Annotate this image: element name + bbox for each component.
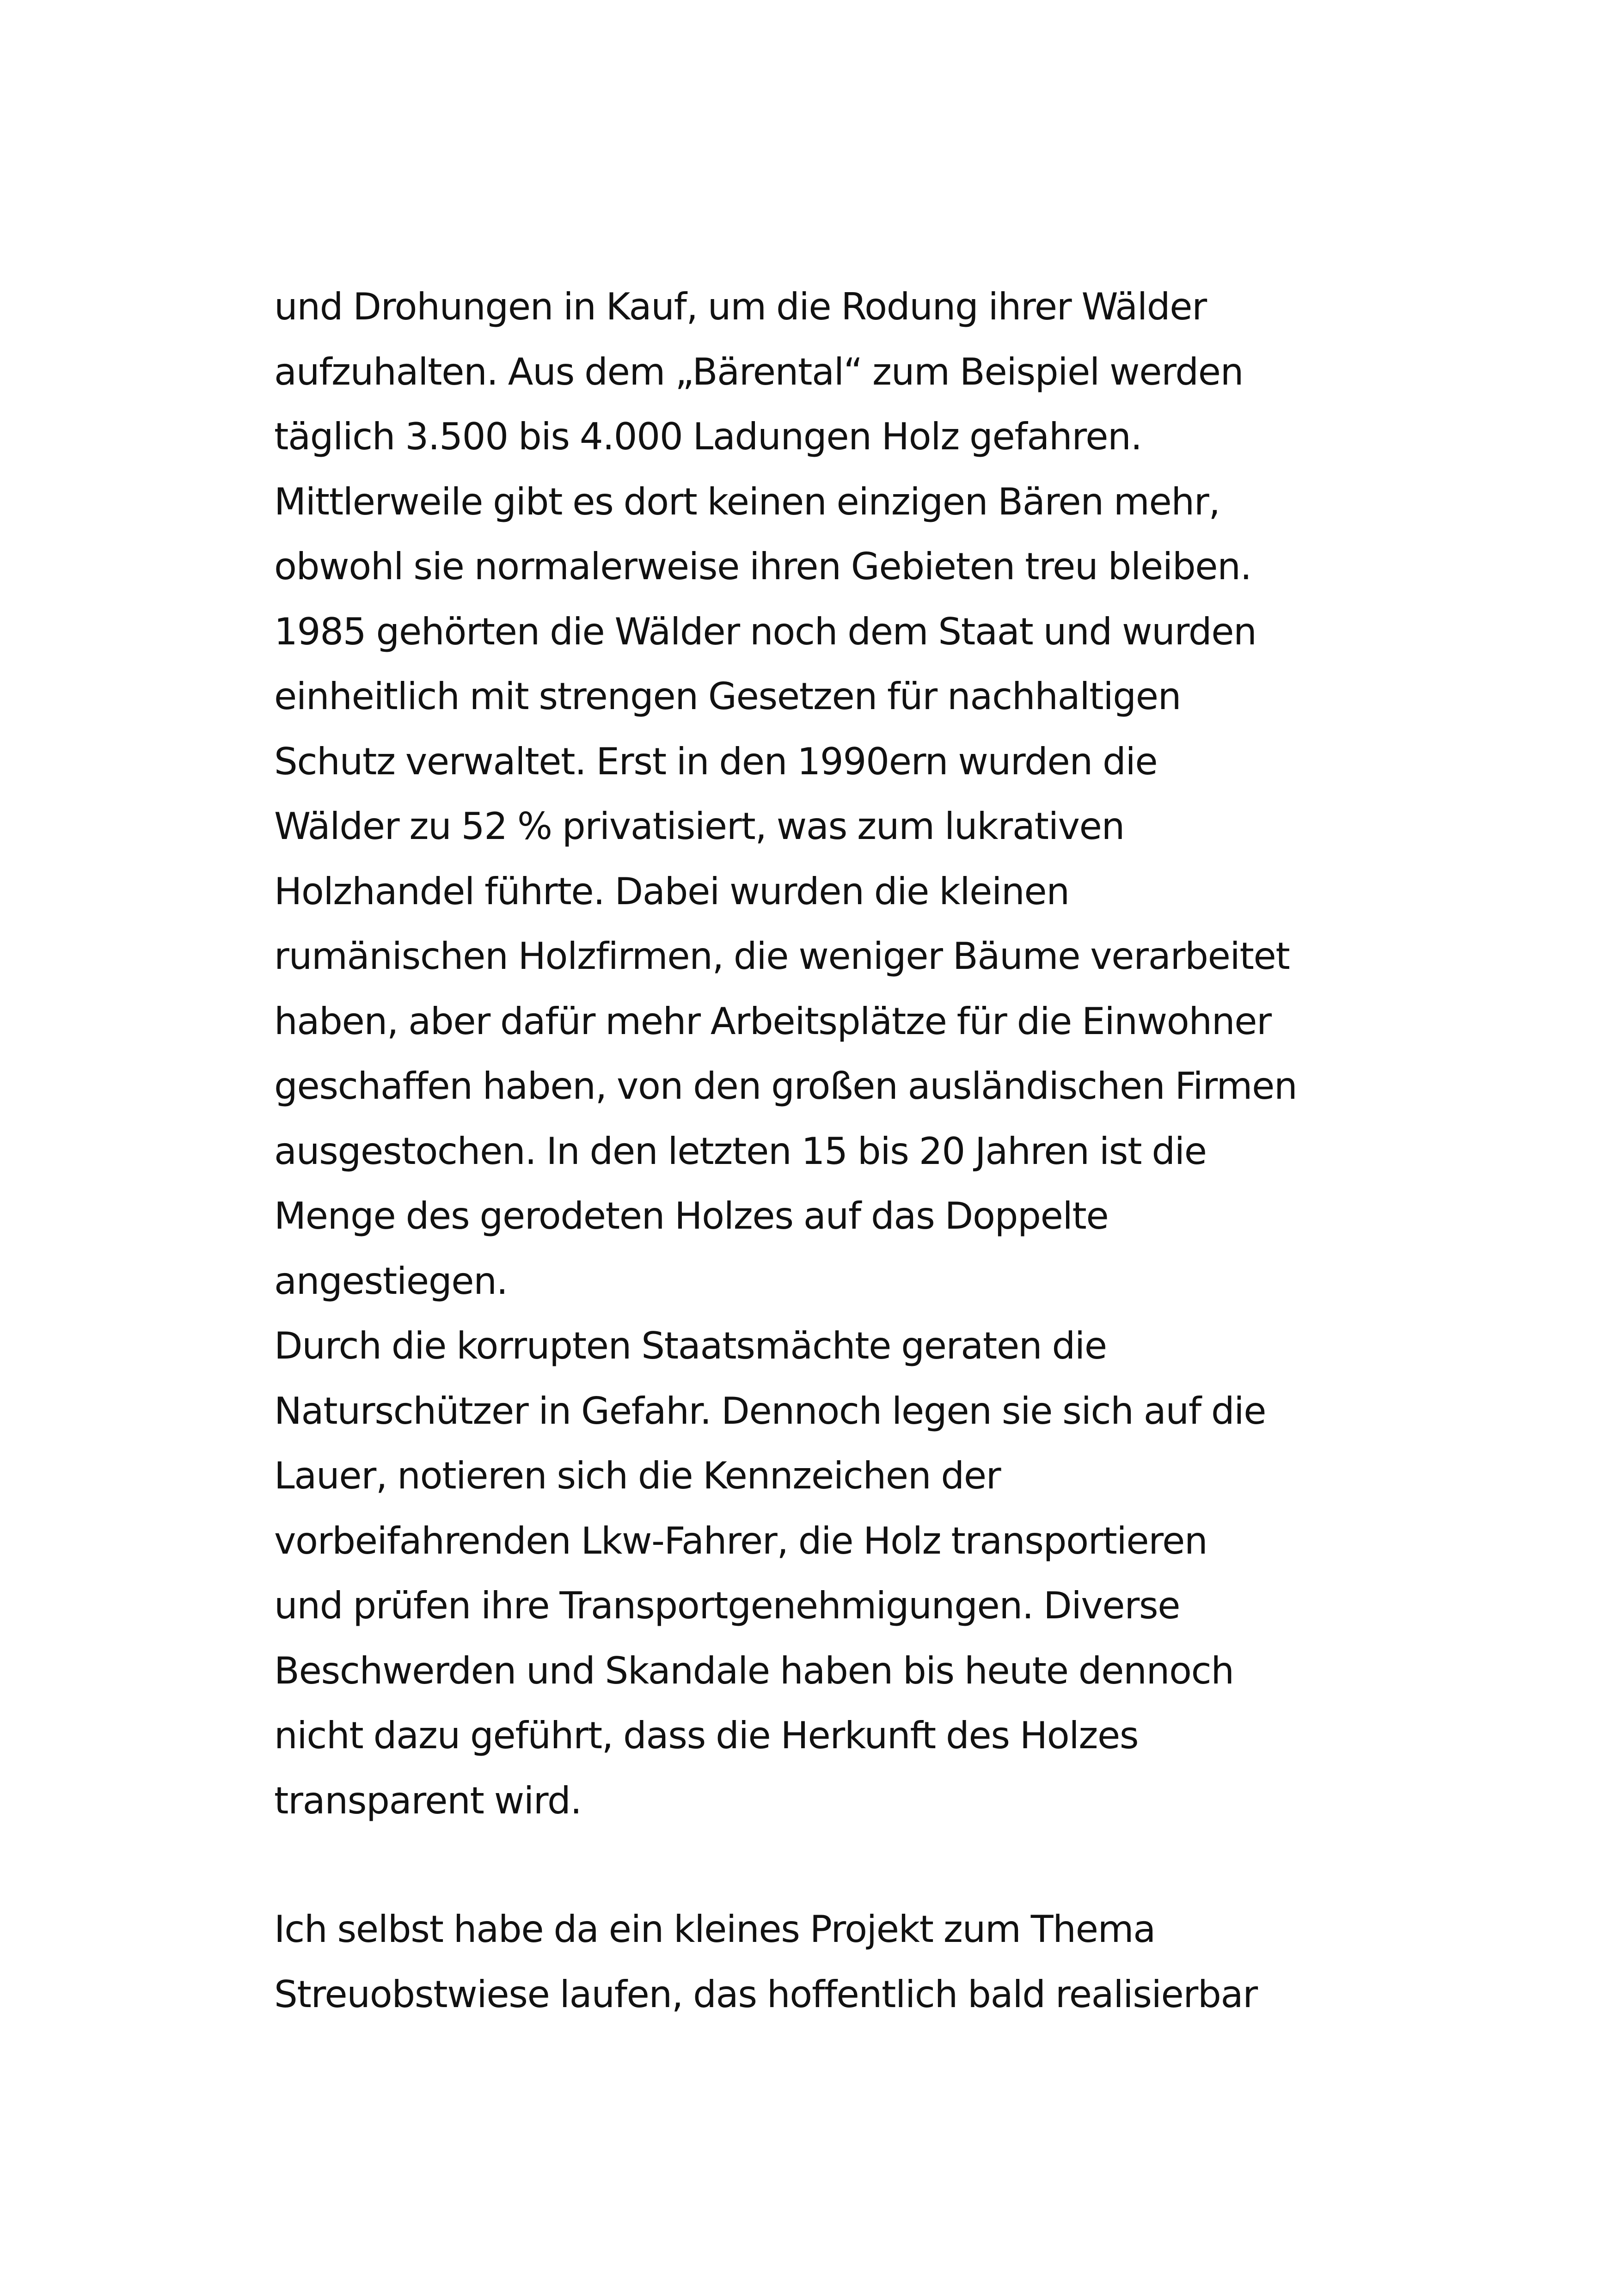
text-line: Durch die korrupten Staatsmächte geraten die	[274, 1324, 1107, 1367]
text-line: nicht dazu geführt, dass die Herkunft des Holzes	[274, 1714, 1139, 1757]
text-line: Mittlerweile gibt es dort keinen einzigen Bären mehr,	[274, 480, 1220, 523]
text-line: Wälder zu 52 % privatisiert, was zum lukrativen	[274, 805, 1125, 848]
text-line: und Drohungen in Kauf, um die Rodung ihrer Wälder	[274, 285, 1207, 328]
text-line: ausgestochen. In den letzten 15 bis 20 Jahren ist die	[274, 1129, 1207, 1173]
text-line: Schutz verwaltet. Erst in den 1990ern wurden die	[274, 740, 1158, 783]
text-line: transparent wird.	[274, 1779, 582, 1822]
text-line: Ich selbst habe da ein kleines Projekt zum Thema	[274, 1908, 1155, 1951]
text-line: täglich 3.500 bis 4.000 Ladungen Holz gefahren.	[274, 415, 1142, 458]
text-line: obwohl sie normalerweise ihren Gebieten treu bleiben.	[274, 545, 1251, 588]
text-line: und prüfen ihre Transportgenehmigungen. Diverse	[274, 1584, 1180, 1627]
text-line: einheitlich mit strengen Gesetzen für nachhaltigen	[274, 675, 1181, 718]
text-line: rumänischen Holzfirmen, die weniger Bäume verarbeitet	[274, 935, 1290, 978]
text-line: Streuobstwiese laufen, das hoffentlich bald realisierbar	[274, 1972, 1257, 2016]
text-line: Naturschützer in Gefahr. Dennoch legen sie sich auf die	[274, 1389, 1266, 1433]
body-text-block	[274, 275, 1384, 1833]
text-line: Beschwerden und Skandale haben bis heute dennoch	[274, 1649, 1234, 1692]
text-line: angestiegen.	[274, 1259, 508, 1303]
text-line: haben, aber dafür mehr Arbeitsplätze für die Einwohner	[274, 999, 1271, 1043]
text-line: aufzuhalten. Aus dem „Bärental“ zum Beispiel werden	[274, 350, 1244, 393]
text-line: Lauer, notieren sich die Kennzeichen der	[274, 1454, 1001, 1497]
text-line: 1985 gehörten die Wälder noch dem Staat und wurden	[274, 610, 1256, 653]
text-line: Holzhandel führte. Dabei wurden die kleinen	[274, 869, 1069, 913]
text-line: vorbeifahrenden Lkw-Fahrer, die Holz transportieren	[274, 1519, 1207, 1562]
body-text-block-second	[274, 1897, 1384, 2027]
text-line: Menge des gerodeten Holzes auf das Doppelte	[274, 1194, 1109, 1237]
text-line: geschaffen haben, von den großen ausländischen Firmen	[274, 1065, 1297, 1108]
